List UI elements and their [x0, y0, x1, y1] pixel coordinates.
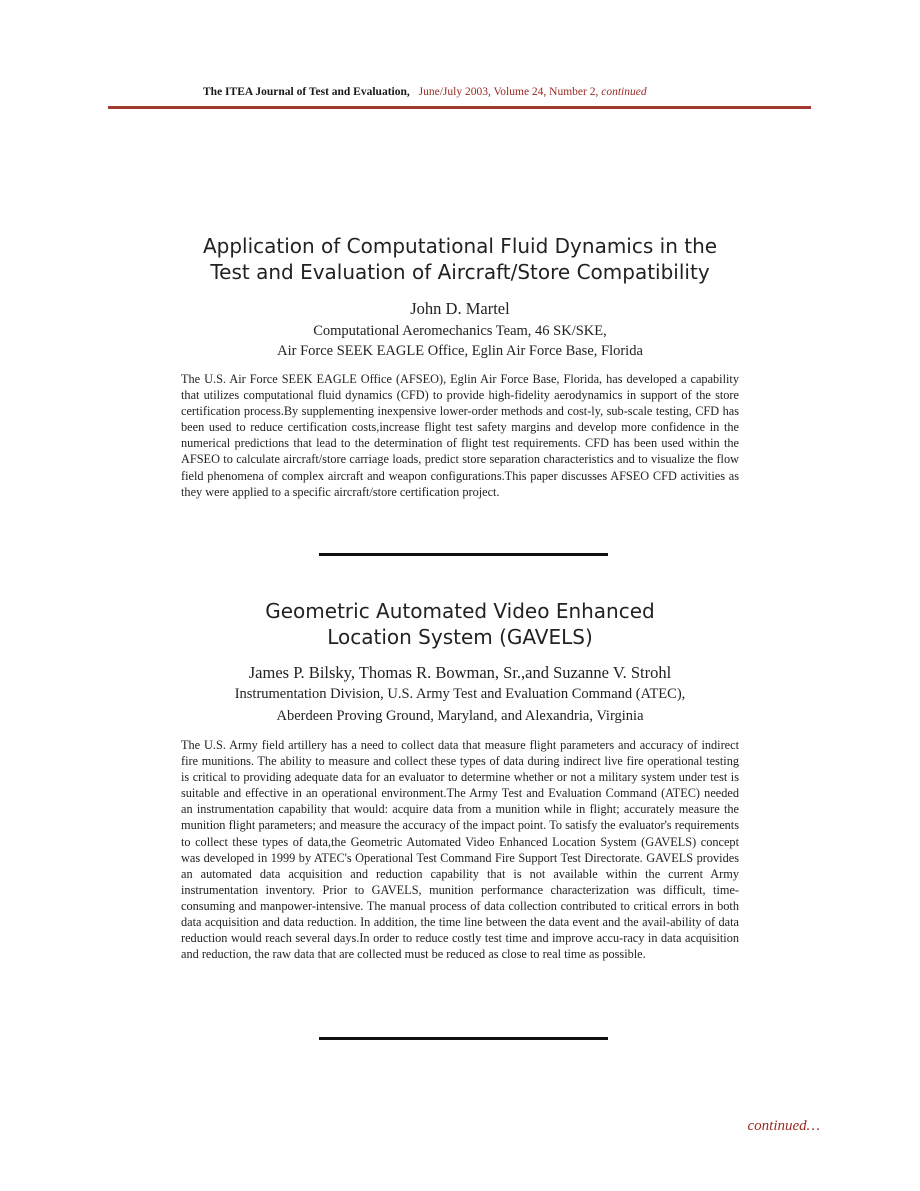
running-header	[203, 86, 803, 98]
affiliation-line: Aberdeen Proving Ground, Maryland, and Alexandria, Virginia	[276, 708, 644, 724]
header-continued: continued	[601, 86, 647, 98]
article-authors: James P. Bilsky, Thomas R. Bowman, Sr.,and Suzanne V. Strohl	[248, 663, 672, 682]
article-authors: John D. Martel	[410, 299, 510, 318]
journal-name: The ITEA Journal of Test and Evaluation,	[203, 86, 410, 98]
affiliation-line: Instrumentation Division, U.S. Army Test and Evaluation Command (ATEC),	[234, 686, 686, 702]
continued-note: continued…	[747, 1118, 820, 1134]
affiliation-line: Computational Aeromechanics Team, 46 SK/SKE,	[313, 323, 607, 339]
article-title	[100, 233, 820, 285]
article-abstract: The U.S. Army field artillery has a need to collect data that measure flight parameters and accuracy of indirect fire munitions. The ability to measure and collect these types of data during indirect live fire operational testing is critical to providing adequate data for an evaluator to determine whether or not a military system under test is suitable and effective in an operational environment.The Army Test and Evaluation Command (ATEC) needed an instrumentation capability that would: acquire data from a munition while in flight; accurately measure the munition flight parameters; and measure the accuracy of the impact point. To satisfy the evaluator's requirements to collect these types of data,the Geometric Automated Video Enhanced Location System (GAVELS) concept was developed in 1999 by ATEC's Operational Test Command Fire Support Test Directorate. GAVELS provides an automated data acquisition and reduction capability that is not available within the current Army instrumentation inventory. Prior to GAVELS, munition performance characterization was difficult, time-consuming and manpower-intensive. The manual process of data collection contributed to critical errors in both data acquisition and data reduction. In addition, the time line between the data event and the avail-ability of data reduction would reach several days.In order to reduce costly test time and improve accu-racy in data acquisition and reduction, the raw data that are collected must be reduced as close to real time as possible.	[181, 738, 739, 962]
affiliation-line: Air Force SEEK EAGLE Office, Eglin Air Force Base, Florida	[277, 343, 643, 359]
issue-info: June/July 2003, Volume 24, Number 2,	[418, 86, 599, 98]
header-rule	[108, 106, 811, 109]
section-divider	[319, 1037, 608, 1040]
title-line: Test and Evaluation of Aircraft/Store Compatibility	[210, 260, 710, 284]
article-title	[100, 598, 820, 650]
section-divider	[319, 553, 608, 556]
article-abstract: The U.S. Air Force SEEK EAGLE Office (AFSEO), Eglin Air Force Base, Florida, has developed a capability that utilizes computational fluid dynamics (CFD) to provide high-fidelity aerodynamics in support of the store certification process.By supplementing inexpensive lower-order methods and cost-ly, sub-scale testing, CFD has been used to reduce certification costs,increase flight test safety margins and develop more confidence in the numerical predictions that lead to the determination of flight test requirements. CFD has been used within the AFSEO to calculate aircraft/store carriage loads, predict store separation characteristics and to visualize the flow field phenomena of complex aircraft and weapon configurations.This paper discusses AFSEO CFD activities as they were applied to a specific aircraft/store certification project.	[181, 372, 739, 499]
title-line: Location System (GAVELS)	[327, 625, 593, 649]
title-line: Geometric Automated Video Enhanced	[265, 599, 655, 623]
title-line: Application of Computational Fluid Dynamics in the	[202, 234, 718, 258]
